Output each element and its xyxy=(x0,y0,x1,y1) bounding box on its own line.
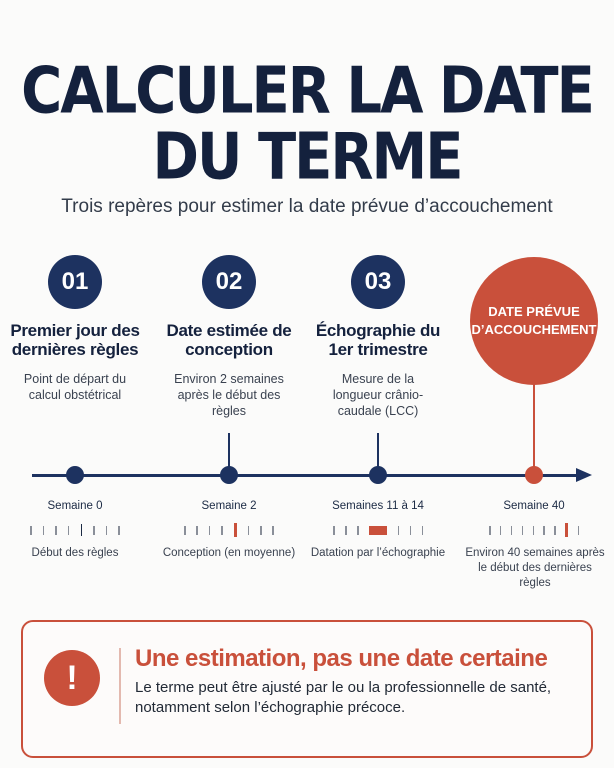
week-note: Début des règles xyxy=(31,547,119,559)
timeline-marker xyxy=(369,466,387,484)
subtitle: Trois repères pour estimer la date prévue d’accouchement xyxy=(61,196,553,217)
arrow-right-icon xyxy=(576,468,592,482)
alert-divider xyxy=(119,648,121,724)
week-label: Semaine 2 xyxy=(201,500,257,512)
connector-stem xyxy=(228,433,230,469)
timeline-marker xyxy=(66,466,84,484)
week-note: Environ 40 semaines après le début des dernières règles xyxy=(465,547,605,589)
step-1 xyxy=(5,255,145,403)
step-2 xyxy=(159,255,299,419)
step-number-badge: 01 xyxy=(48,255,102,309)
week-tick-ruler xyxy=(30,523,120,537)
step-description: Environ 2 semaines après le début des règles xyxy=(174,372,284,418)
timeline-marker xyxy=(220,466,238,484)
timeline-axis xyxy=(32,474,578,477)
connector-stem xyxy=(377,433,379,469)
alert-text: Le terme peut être ajusté par le ou la professionnelle de santé, notamment selon l’échographie précoce. xyxy=(135,679,552,716)
week-tick-ruler xyxy=(333,523,423,537)
week-label: Semaines 11 à 14 xyxy=(332,500,424,512)
week-tick-ruler xyxy=(489,523,579,537)
step-title: Échographie du 1er trimestre xyxy=(315,321,441,359)
connector-stem-due-date xyxy=(533,384,535,469)
step-number-badge: 03 xyxy=(351,255,405,309)
step-description: Point de départ du calcul obstétrical xyxy=(23,372,127,402)
step-description: Mesure de la longueur crânio-caudale (LCC) xyxy=(332,372,424,418)
step-number-badge: 02 xyxy=(202,255,256,309)
page-title-line-2: DU TERME xyxy=(152,120,462,195)
week-note: Conception (en moyenne) xyxy=(162,547,296,559)
due-date-circle xyxy=(470,257,598,385)
step-title: Date estimée de conception xyxy=(166,321,292,359)
week-note: Datation par l’échographie xyxy=(310,547,446,559)
week-label: Semaine 0 xyxy=(47,500,103,512)
timeline-marker-due-date xyxy=(525,466,543,484)
exclamation-icon: ! xyxy=(44,650,100,706)
due-date-label: DATE PRÉVUE D’ACCOUCHEMENT xyxy=(471,304,597,337)
alert-title: Une estimation, pas une date certaine xyxy=(135,645,548,672)
page-title-line-1: CALCULER LA DATE xyxy=(21,54,593,129)
step-3 xyxy=(308,255,448,419)
week-label: Semaine 40 xyxy=(503,500,565,512)
week-tick-ruler xyxy=(184,523,274,537)
step-title: Premier jour des dernières règles xyxy=(10,321,140,359)
